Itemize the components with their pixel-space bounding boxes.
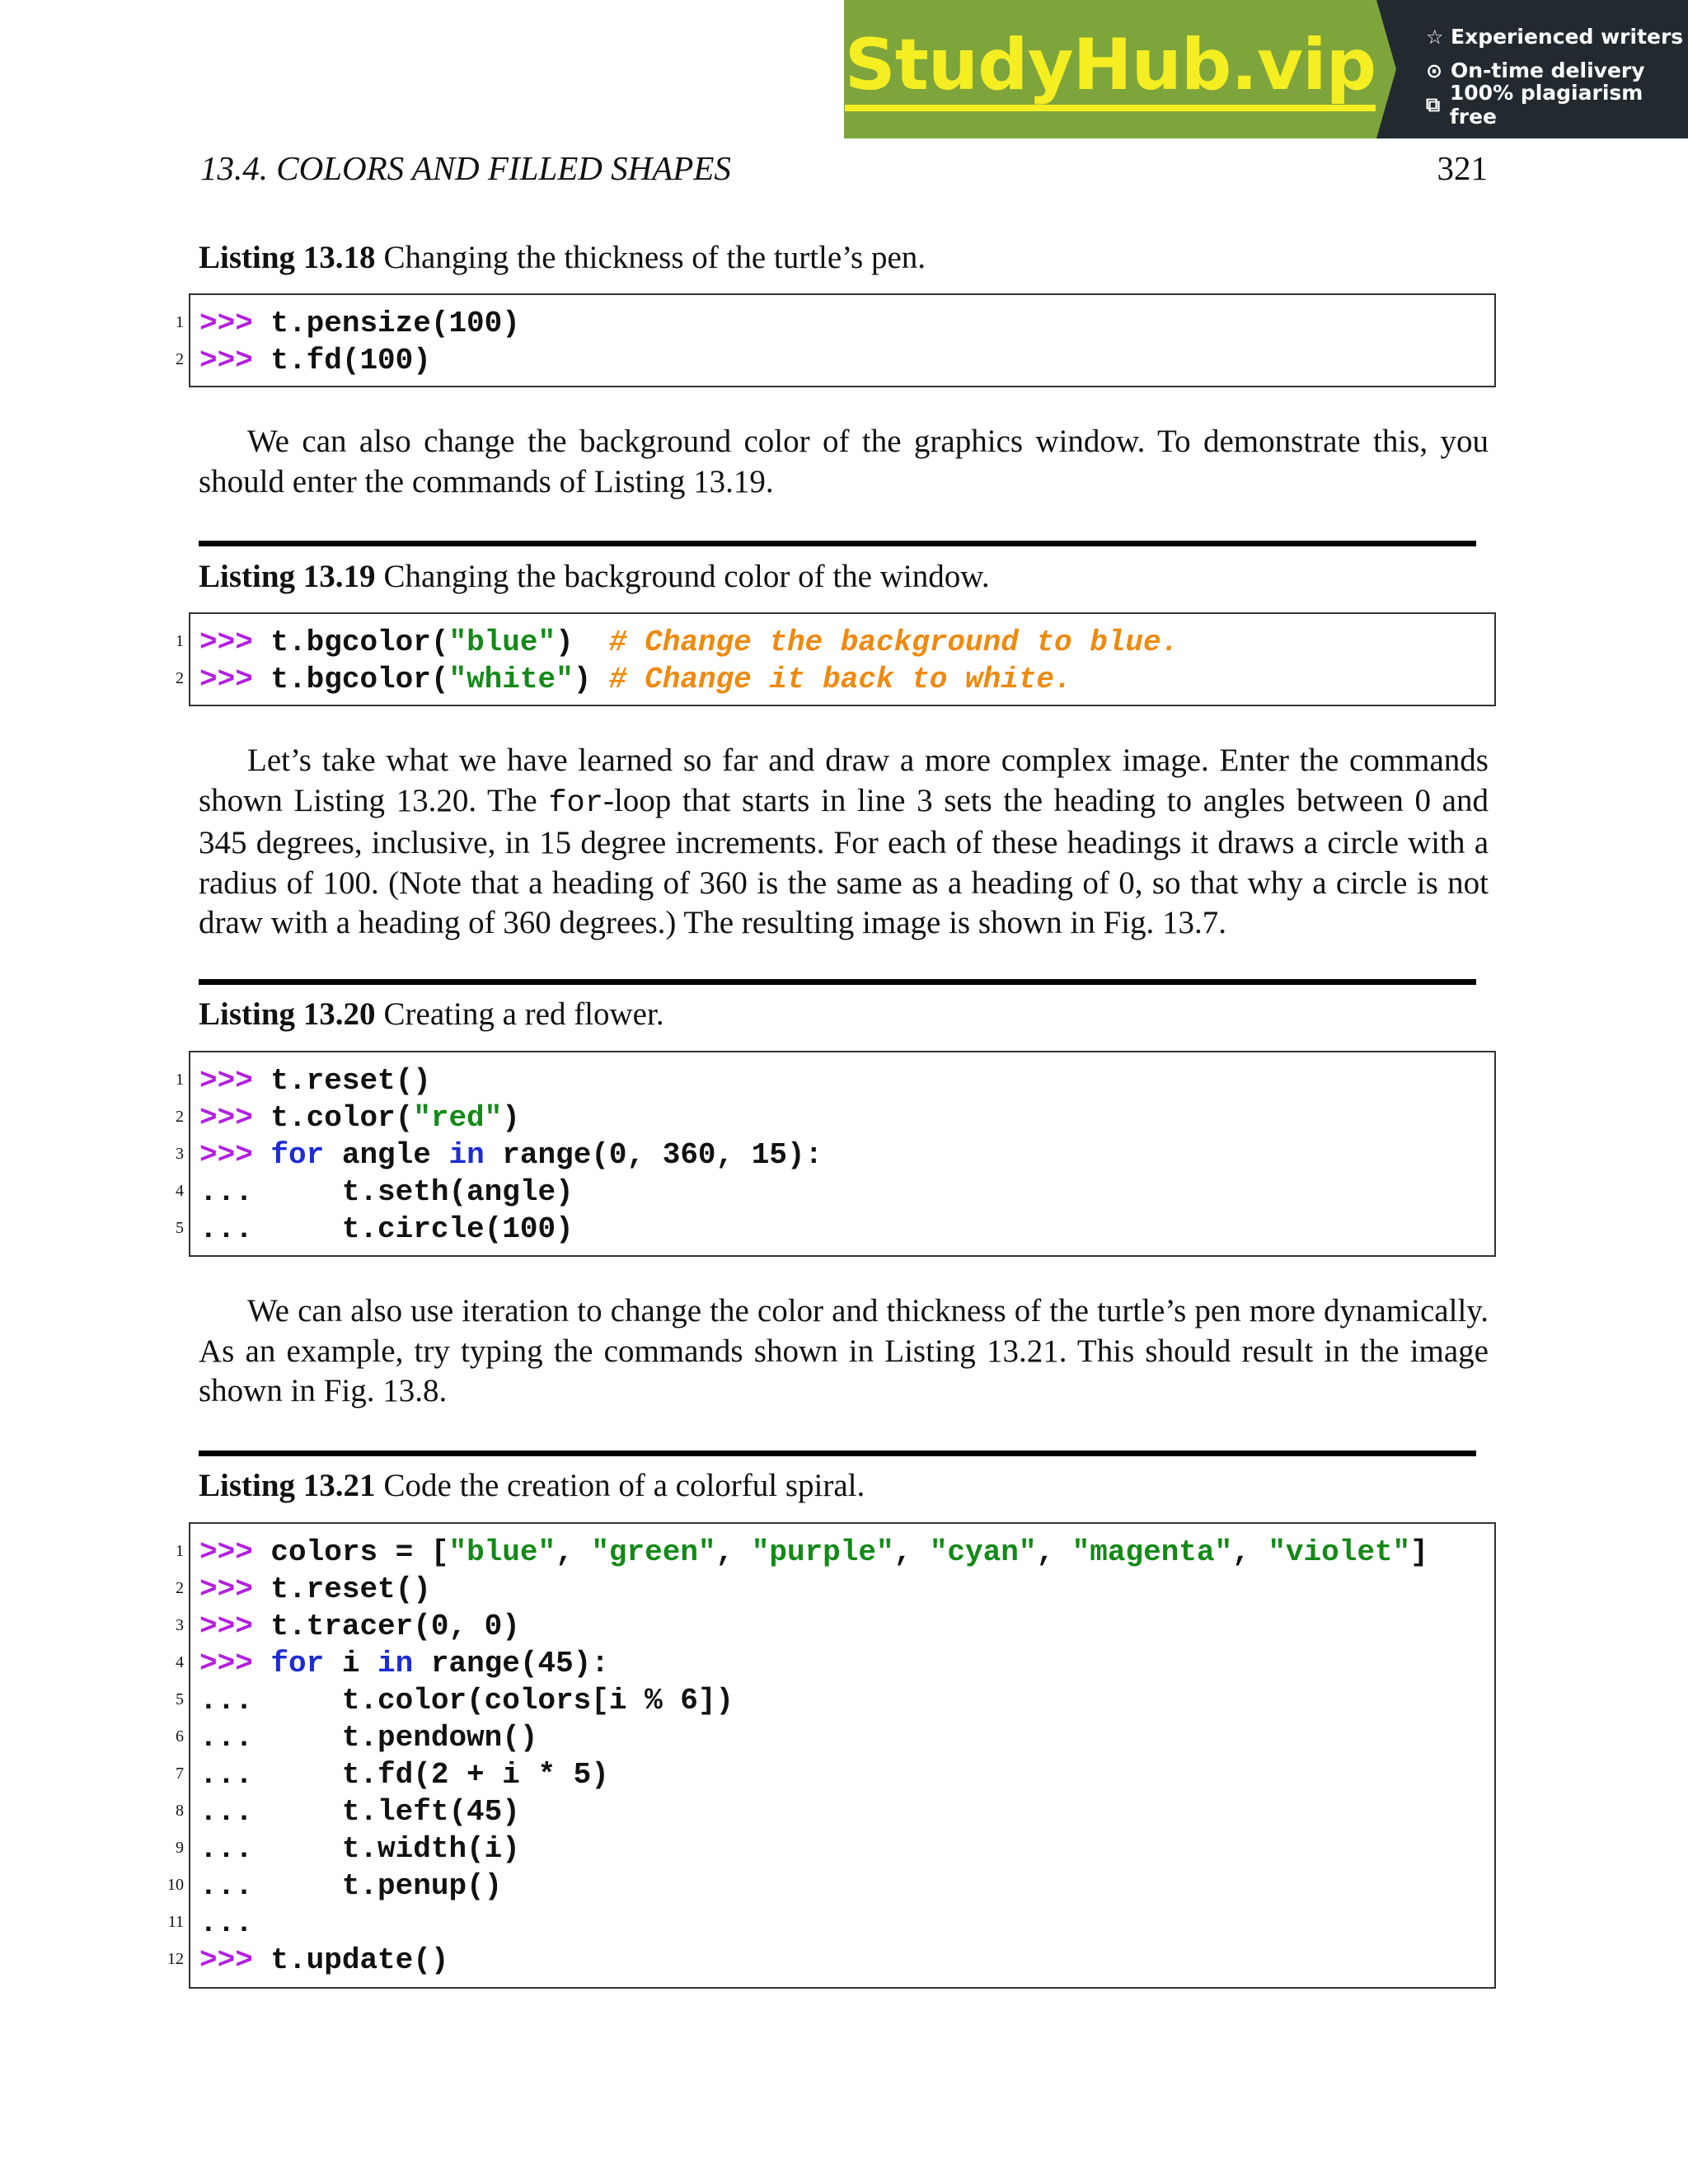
line-number: 3 — [176, 1145, 184, 1163]
listing-caption — [199, 239, 926, 276]
code-token-plain: ... t.penup() — [199, 1869, 503, 1903]
listing-caption-text: Code the creation of a colorful spiral. — [383, 1468, 865, 1503]
code-token-string: "purple" — [751, 1535, 894, 1569]
code-text — [199, 1211, 574, 1248]
line-number: 2 — [176, 1108, 184, 1126]
code-token-plain: t.color( — [270, 1101, 414, 1135]
code-token-prompt: >>> — [199, 1572, 271, 1606]
line-number: 3 — [176, 1616, 184, 1634]
listing-rule — [199, 541, 1476, 546]
code-token-plain: , — [1232, 1535, 1268, 1569]
code-token-plain: colors = [ — [270, 1535, 449, 1569]
paragraph-text: We can also use iteration to change the color and thickness of the turtle’s pen more dynamically. As an example, try typing the commands shown in Listing 13.21. This should result in the image shown in Fig. 13.8. — [199, 1293, 1489, 1408]
page-number: 321 — [1437, 149, 1488, 187]
listing-caption-text: Changing the background color of the window. — [383, 559, 990, 594]
code-line — [176, 1756, 1494, 1793]
code-token-plain: ... t.left(45) — [199, 1795, 520, 1829]
studyhub-logo[interactable] — [844, 0, 1376, 138]
code-line — [176, 1608, 1494, 1645]
line-number: 12 — [167, 1950, 184, 1968]
code-text — [199, 1793, 520, 1830]
code-text — [199, 624, 1179, 661]
line-number: 5 — [176, 1690, 184, 1708]
code-token-plain: range(45): — [413, 1647, 609, 1680]
code-token-plain: ... t.width(i) — [199, 1832, 520, 1866]
paragraph-text: Let’s take what we have learned so far and draw a more complex image. Enter the commands shown Listing 13.20. The — [199, 743, 1489, 818]
code-token-keyword: in — [377, 1647, 414, 1680]
code-token-prompt: >>> — [199, 1064, 271, 1098]
code-token-comment: # Change the background to blue. — [608, 626, 1179, 659]
listing-caption-text: Changing the thickness of the turtle’s pen. — [383, 240, 926, 275]
code-token-prompt: >>> — [199, 307, 271, 340]
code-token-keyword: in — [448, 1138, 485, 1172]
feature-experienced-writers — [1426, 20, 1688, 54]
code-token-plain: ... t.circle(100) — [199, 1212, 574, 1246]
code-text — [199, 1868, 502, 1905]
code-token-plain: i — [324, 1647, 378, 1680]
code-text — [199, 1905, 253, 1942]
listing-rule — [199, 979, 1476, 985]
studyhub-logo-text: StudyHub.vip — [845, 27, 1376, 111]
code-token-prompt: >>> — [199, 344, 271, 377]
line-number: 4 — [176, 1182, 184, 1200]
code-line — [176, 1174, 1494, 1211]
code-token-plain: , — [893, 1535, 930, 1569]
code-token-plain: range(0, 360, 15): — [484, 1138, 823, 1172]
line-number: 7 — [176, 1765, 184, 1783]
code-text — [199, 1137, 823, 1174]
code-listing — [176, 1051, 1496, 1257]
code-line — [176, 1211, 1494, 1248]
studyhub-banner[interactable] — [844, 0, 1688, 138]
code-text — [199, 1756, 609, 1793]
line-number: 2 — [176, 350, 184, 368]
code-token-string: "blue" — [448, 626, 556, 659]
line-number: 6 — [176, 1727, 184, 1746]
code-line — [167, 1942, 1494, 1979]
banner-features — [1376, 0, 1688, 138]
code-token-plain: t.update() — [270, 1943, 449, 1977]
code-listing — [167, 1522, 1496, 1989]
feature-label: Experienced writers — [1451, 25, 1684, 49]
listing-label: Listing 13.20 — [199, 996, 376, 1032]
code-token-prompt: >>> — [199, 626, 271, 659]
code-token-prompt: >>> — [199, 1101, 271, 1135]
code-token-prompt: >>> — [199, 1138, 271, 1172]
code-line — [176, 1534, 1494, 1571]
code-token-string: "green" — [591, 1535, 716, 1569]
code-token-plain: t.pensize(100) — [270, 307, 520, 340]
code-line — [167, 1905, 1494, 1942]
code-line — [176, 1099, 1494, 1137]
listing-rule — [199, 1451, 1476, 1456]
code-line — [167, 1868, 1494, 1905]
code-token-plain: ... t.fd(2 + i * 5) — [199, 1758, 609, 1792]
code-line — [176, 624, 1494, 661]
code-token-plain: ) — [502, 1101, 520, 1135]
code-token-plain: ) — [573, 663, 609, 696]
code-token-string: "violet" — [1268, 1535, 1411, 1569]
line-number: 1 — [176, 1071, 184, 1089]
code-token-plain: ... t.color(colors[i % 6]) — [199, 1684, 734, 1718]
code-token-plain: ... — [199, 1906, 253, 1940]
code-token-string: "blue" — [448, 1535, 556, 1569]
feature-label: On-time delivery — [1451, 59, 1645, 82]
code-token-plain: ) — [556, 626, 609, 659]
code-token-keyword: for — [270, 1647, 325, 1680]
code-line — [176, 1719, 1494, 1756]
code-token-plain: t.reset() — [270, 1572, 431, 1606]
code-token-plain: ] — [1410, 1535, 1428, 1569]
code-token-plain: ... t.pendown() — [199, 1721, 538, 1755]
code-token-plain: t.bgcolor( — [270, 626, 449, 659]
paragraph-text: -loop that starts in line 3 sets the heading to angles between 0 and 345 degrees, inclusive, in 15 degree increments. For each of these headings it draws a circle with a radius of 100. (Note that a heading of 360 is the same as a heading of 0, so that why a circle is not draw with a heading of 360 degrees.) The resulting image is shown in Fig. 13.7. — [199, 782, 1489, 940]
listing-label: Listing 13.19 — [199, 559, 376, 594]
code-token-plain: t.fd(100) — [270, 344, 431, 377]
code-text — [199, 1534, 1428, 1571]
code-text — [199, 1174, 574, 1211]
code-text — [199, 661, 1072, 698]
code-line — [176, 305, 1494, 342]
listing-caption-text: Creating a red flower. — [383, 996, 664, 1032]
star-outline-icon: ☆ — [1426, 25, 1444, 49]
code-line — [176, 661, 1494, 698]
code-token-prompt: >>> — [199, 1943, 271, 1977]
code-line — [176, 1793, 1494, 1830]
listing-label: Listing 13.18 — [199, 240, 376, 275]
code-text — [199, 1571, 431, 1608]
code-text — [199, 342, 431, 379]
code-token-keyword: for — [270, 1138, 325, 1172]
code-token-string: "red" — [413, 1101, 503, 1135]
code-text — [199, 1830, 520, 1868]
code-token-plain: ... t.seth(angle) — [199, 1175, 574, 1209]
line-number: 5 — [176, 1219, 184, 1237]
paragraph-text: We can also change the background color of the graphics window. To demonstrate this, you should enter the commands of Listing 13.19. — [199, 424, 1489, 499]
line-number: 1 — [176, 313, 184, 331]
code-token-string: "white" — [448, 663, 574, 696]
code-text — [199, 1062, 431, 1099]
code-token-plain: , — [1036, 1535, 1072, 1569]
code-listing — [176, 293, 1496, 387]
code-listing — [176, 612, 1496, 706]
paragraph — [199, 741, 1489, 944]
code-text — [199, 1719, 537, 1756]
clock-icon: ⊙ — [1426, 59, 1443, 82]
code-token-plain: , — [715, 1535, 752, 1569]
listing-caption — [199, 996, 664, 1033]
code-token-comment: # Change it back to white. — [608, 663, 1072, 696]
line-number: 1 — [176, 632, 184, 650]
code-line — [176, 342, 1494, 379]
code-line — [176, 1645, 1494, 1682]
code-line — [176, 1571, 1494, 1608]
listing-label: Listing 13.21 — [199, 1468, 376, 1503]
listing-caption — [199, 558, 990, 595]
line-number: 11 — [167, 1913, 184, 1931]
code-line — [176, 1137, 1494, 1174]
running-header-title: 13.4. COLORS AND FILLED SHAPES — [200, 149, 731, 187]
line-number: 2 — [176, 1579, 184, 1597]
code-text — [199, 1942, 448, 1979]
inline-code: for — [548, 785, 603, 821]
code-token-plain: t.tracer(0, 0) — [270, 1610, 520, 1643]
feature-plagiarism-free — [1426, 80, 1688, 129]
code-text — [199, 1682, 734, 1719]
code-text — [199, 1645, 609, 1682]
code-token-prompt: >>> — [199, 1610, 271, 1643]
copy-icon: ⧉ — [1426, 92, 1441, 116]
code-token-plain: t.bgcolor( — [270, 663, 449, 696]
line-number: 4 — [176, 1653, 184, 1671]
code-token-string: "magenta" — [1071, 1535, 1233, 1569]
line-number: 1 — [176, 1542, 184, 1560]
code-token-plain: angle — [324, 1138, 449, 1172]
code-line — [176, 1682, 1494, 1719]
code-line — [176, 1830, 1494, 1868]
code-token-prompt: >>> — [199, 1647, 271, 1680]
listing-caption — [199, 1467, 865, 1504]
line-number: 10 — [167, 1876, 184, 1894]
line-number: 8 — [176, 1802, 184, 1820]
code-text — [199, 305, 520, 342]
code-token-prompt: >>> — [199, 663, 271, 696]
feature-label: 100% plagiarism free — [1449, 80, 1643, 129]
line-number: 9 — [176, 1839, 184, 1857]
code-token-plain: , — [556, 1535, 592, 1569]
paragraph — [199, 422, 1489, 502]
code-token-plain: t.reset() — [270, 1064, 431, 1098]
code-text — [199, 1099, 520, 1137]
line-number: 2 — [176, 669, 184, 687]
paragraph — [199, 1291, 1489, 1412]
code-token-prompt: >>> — [199, 1535, 271, 1569]
code-token-string: "cyan" — [929, 1535, 1037, 1569]
code-text — [199, 1608, 520, 1645]
code-line — [176, 1062, 1494, 1099]
